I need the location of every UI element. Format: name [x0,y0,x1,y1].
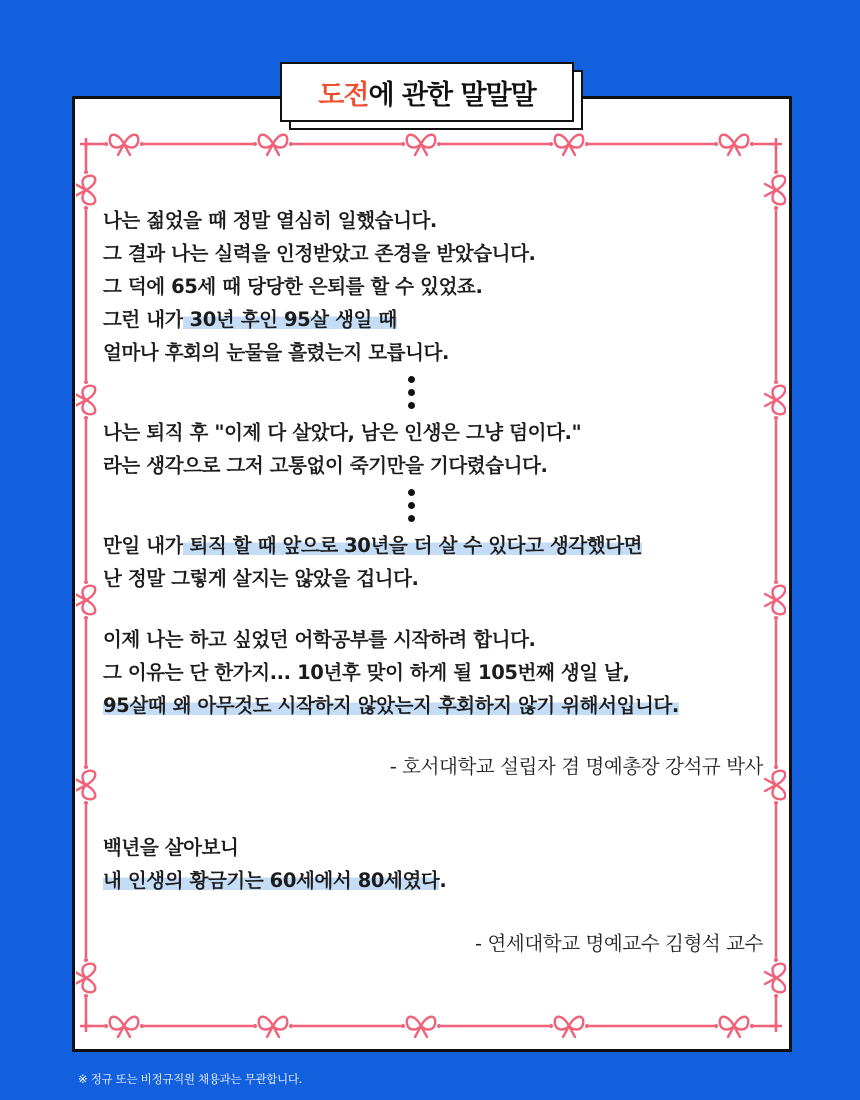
quote-text: 그 이유는 단 한가지... 10년후 맞이 하게 될 105번째 생일 날, [103,661,630,684]
bow-icon [104,1017,144,1037]
quote-line [103,689,773,722]
ellipsis-dots-icon [406,376,416,409]
quote-text: 백년을 살아보니 [103,836,239,859]
bow-icon [765,958,785,998]
bow-icon [253,1017,293,1037]
bow-icon [401,1017,441,1037]
quote-paragraph [103,831,773,897]
bow-icon [714,135,754,155]
quote-paragraph [103,204,773,369]
quote-line [103,831,773,864]
quote-line [103,416,773,449]
bow-icon [76,765,95,805]
quote-paragraph [103,416,773,482]
quote-line [103,449,773,482]
quote-text: 이제 나는 하고 싶었던 어학공부를 시작하려 합니다. [103,628,536,651]
quote-text: 그 덕에 65세 때 당당한 은퇴를 할 수 있었죠. [103,275,483,298]
bow-icon [714,1017,754,1037]
quote-paragraph [103,623,773,722]
content [103,204,773,960]
quote-text: 그런 내가 [103,308,184,331]
quote-text: 라는 생각으로 그저 고통없이 죽기만을 기다렸습니다. [103,454,548,477]
page-title [280,62,574,122]
attribution: - 호서대학교 설립자 겸 명예총장 강석규 박사 [389,755,763,778]
quote-text: . [439,869,447,892]
bow-icon [76,380,95,420]
ellipsis-dots-icon [406,489,416,522]
quote-line [103,864,773,897]
attribution: - 연세대학교 명예교수 김형석 교수 [475,932,763,955]
quote-text: 얼마나 후회의 눈물을 흘렸는지 모릅니다. [103,341,449,364]
quote-line [103,529,773,562]
bow-icon [76,170,95,210]
corner-mark [80,138,92,150]
corner-mark [770,138,782,150]
title-rest: 에 관한 말말말 [368,79,536,111]
highlighted-text: 30년 후인 95살 생일 때 [183,308,397,331]
quote-text: 만일 내가 [103,534,184,557]
bow-icon [401,135,441,155]
bow-icon [549,1017,589,1037]
title-accent: 도전 [318,79,369,111]
highlighted-text: 95살때 왜 아무것도 시작하지 않았는지 후회하지 않기 위해서입니다. [103,694,679,717]
quote-line [103,656,773,689]
highlighted-text: 퇴직 할 때 앞으로 30년을 더 살 수 있다고 생각했다면 [183,534,643,557]
quote-text: 나는 젊었을 때 정말 열심히 일했습니다. [103,209,437,232]
quote-text: 나는 퇴직 후 "이제 다 살았다, 남은 인생은 그냥 덤이다." [103,421,582,444]
quote-line [103,562,773,595]
footnote: ※ 정규 또는 비정규직원 채용과는 무관합니다. [78,1072,303,1086]
paragraph-gap [103,595,773,623]
quote-line [103,270,773,303]
corner-mark [80,1020,92,1032]
bow-icon [76,958,95,998]
quote-text: 그 결과 나는 실력을 인정받았고 존경을 받았습니다. [103,242,536,265]
highlighted-text: 내 인생의 황금기는 60세에서 80세였다 [103,869,440,892]
bow-icon [104,135,144,155]
quote-line [103,623,773,656]
bow-icon [253,135,293,155]
bow-icon [76,580,95,620]
corner-mark [770,1020,782,1032]
quote-paragraph [103,529,773,595]
quote-block [103,204,773,783]
bow-icon [549,135,589,155]
quote-text: 난 정말 그렇게 살지는 않았을 겁니다. [103,567,419,590]
quote-line [103,303,773,336]
quote-line [103,237,773,270]
quote-line [103,336,773,369]
quote-block [103,831,773,960]
quote-line [103,204,773,237]
